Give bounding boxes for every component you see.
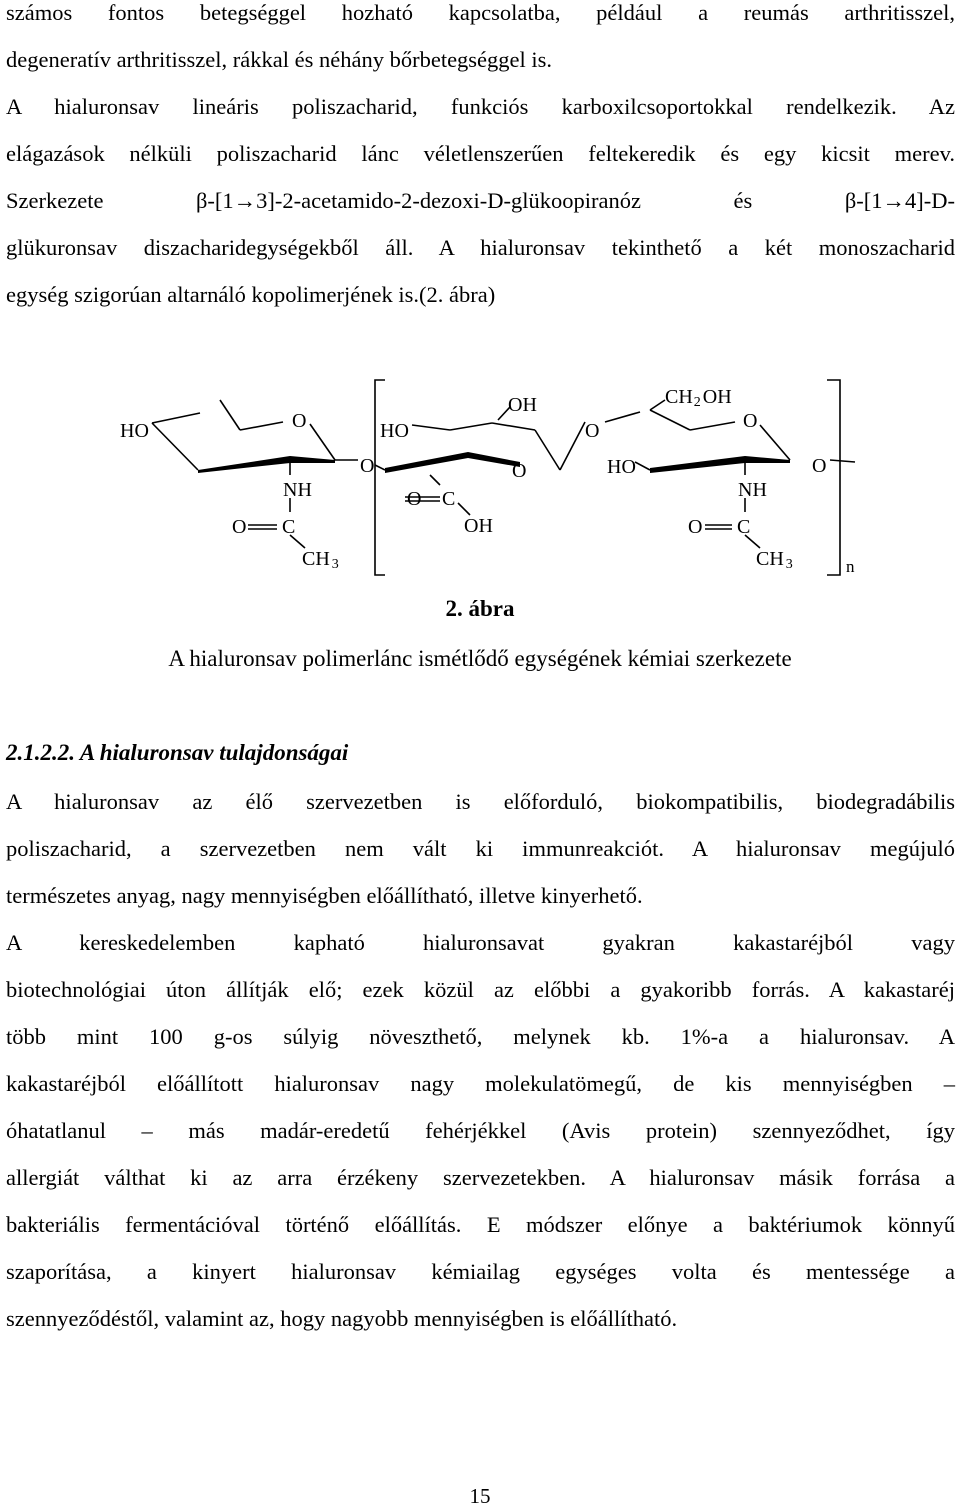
text-line: Szerkezete β-[1→3]-2-acetamido-2-dezoxi-D-glükoopiranóz és β-[1→4]-D- [6, 188, 955, 213]
page-number: 15 [469, 1484, 491, 1508]
hyaluronic-acid-structure-figure [0, 370, 960, 585]
text-line: több mint 100 g-os súlyig növeszthető, melynek kb. 1%-a a hialuronsav. A [6, 1024, 955, 1049]
text-line: A hialuronsav az élő szervezetben is előforduló, biokompatibilis, biodegradábilis [6, 789, 955, 814]
text-line: A hialuronsav lineáris poliszacharid, funkciós karboxilcsoportokkal rendelkezik. Az [6, 94, 955, 119]
atom-label: NH [738, 479, 767, 501]
atom-label: HO [380, 420, 409, 442]
atom-label: C [442, 488, 456, 510]
atom-label: CH 3 [302, 548, 339, 572]
figure-caption-text: A hialuronsav polimerlánc ismétlődő egységének kémiai szerkezete [168, 646, 792, 671]
text-line: kakastaréjból előállított hialuronsav nagy molekulatömegű, de kis mennyiségben – [6, 1071, 955, 1096]
text-line: egység szigorúan altarnáló kopolimerjének is.(2. ábra) [6, 282, 496, 307]
section-heading: 2.1.2.2. A hialuronsav tulajdonságai [6, 740, 349, 765]
atom-label: O [407, 488, 422, 510]
figure-caption-title: 2. ábra [445, 596, 515, 621]
text-line: glükuronsav diszacharidegységekből áll. A hialuronsav tekinthető a két monoszacharid [6, 235, 955, 260]
atom-label: O [232, 516, 247, 538]
paragraph-intro [6, 0, 955, 318]
paragraph-sources [6, 919, 955, 1342]
text-line: óhatatlanul – más madár-eredetű fehérjékkel (Avis protein) szennyeződhet, így [6, 1118, 955, 1143]
atom-label: CH2 OH [665, 386, 732, 410]
repeat-unit-n: n [846, 557, 855, 576]
atom-label: OH [464, 515, 493, 537]
atom-label: O [812, 455, 827, 477]
text-line: szaporítása, a kinyert hialuronsav kémiailag egységes volta és mentessége a [6, 1259, 955, 1284]
text-line: biotechnológiai úton állítják elő; ezek közül az előbbi a gyakoribb forrás. A kakastaréj [6, 977, 955, 1002]
atom-label: CH 3 [756, 548, 793, 572]
atom-label: O [743, 410, 758, 432]
text-line: degeneratív arthritisszel, rákkal és néhány bőrbetegséggel is. [6, 47, 553, 72]
text-line: szennyeződéstől, valamint az, hogy nagyobb mennyiségben is előállítható. [6, 1306, 678, 1331]
text-line: allergiát válthat ki az arra érzékeny szervezetekben. A hialuronsav másik forrása a [6, 1165, 955, 1190]
atom-label: C [282, 516, 296, 538]
text-line: számos fontos betegséggel hozható kapcsolatba, például a reumás arthritisszel, [6, 0, 955, 25]
atom-label: NH [283, 479, 312, 501]
text-line: természetes anyag, nagy mennyiségben előállítható, illetve kinyerhető. [6, 883, 643, 908]
atom-label: O [292, 410, 307, 432]
atom-label: O [585, 420, 600, 442]
atom-label: O [688, 516, 703, 538]
atom-label: C [737, 516, 751, 538]
atom-label: O [512, 460, 527, 482]
text-line: A kereskedelemben kapható hialuronsavat gyakran kakastaréjból vagy [6, 930, 955, 955]
paragraph-properties [6, 778, 955, 919]
text-line: poliszacharid, a szervezetben nem vált ki immunreakciót. A hialuronsav megújuló [6, 836, 955, 861]
atom-label: HO [607, 456, 636, 478]
atom-label: O [360, 455, 375, 477]
atom-label: HO [120, 420, 149, 442]
atom-label: OH [508, 394, 537, 416]
text-line: bakteriális fermentációval történő előállítás. E módszer előnye a baktériumok könnyű [6, 1212, 955, 1237]
text-line: elágazások nélküli poliszacharid lánc véletlenszerűen feltekeredik és egy kicsit merev. [6, 141, 955, 166]
